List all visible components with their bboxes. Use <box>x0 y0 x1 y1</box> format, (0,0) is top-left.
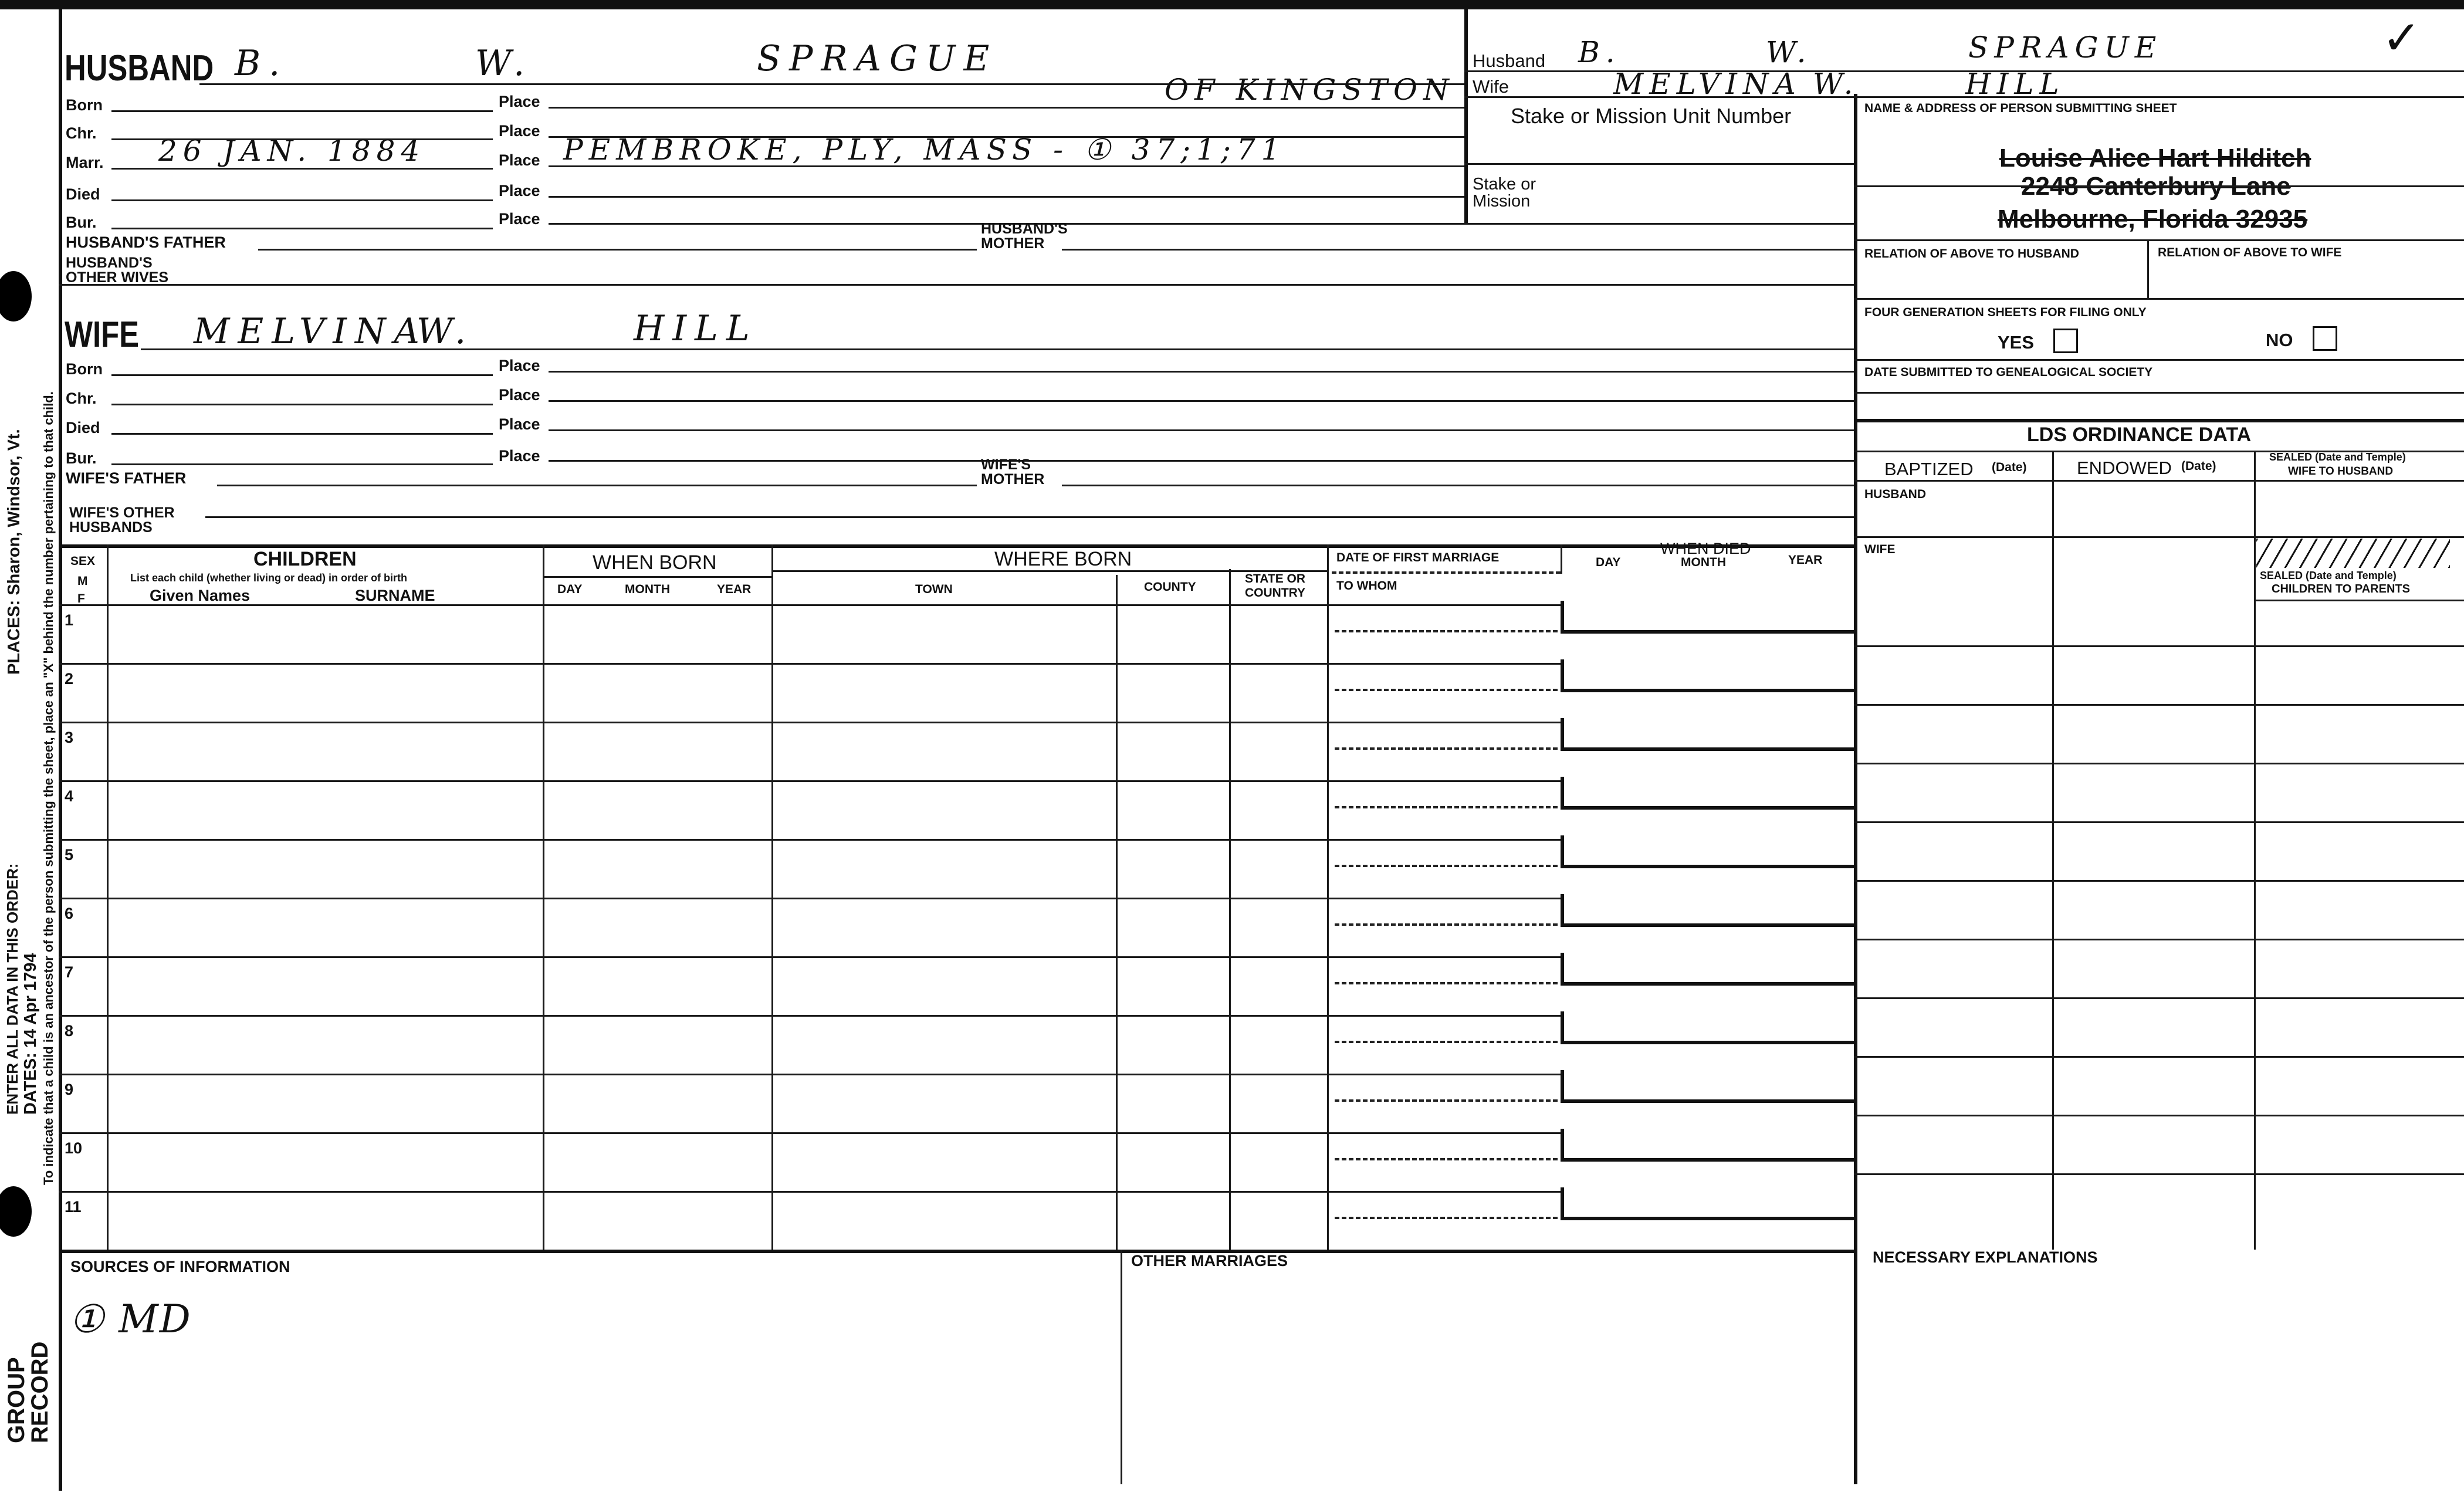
ordinance-child-row-line <box>1854 880 2464 882</box>
wife-name-line <box>141 348 1854 350</box>
endowed-date-label: (Date) <box>2181 459 2216 473</box>
child-died-bracket <box>1561 835 1857 868</box>
husband-marr-label: Marr. <box>66 154 104 171</box>
husband-bur-place-label: Place <box>499 210 540 228</box>
children-header-bottom <box>59 604 1561 606</box>
dates-margin-note: DATES: 14 Apr 1794 <box>21 953 40 1115</box>
rp-wife-line <box>1464 96 2464 98</box>
child-died-bracket <box>1561 1187 1857 1220</box>
submitter-label: NAME & ADDRESS OF PERSON SUBMITTING SHEET <box>1864 101 2177 115</box>
husband-born-place-line <box>549 107 1467 109</box>
husband-father-label: HUSBAND'S FATHER <box>66 233 226 251</box>
husband-died-place-label: Place <box>499 182 540 199</box>
ordinance-child-row-line <box>1854 997 2464 999</box>
husband-bur-label: Bur. <box>66 214 97 231</box>
rp-wife-label: Wife <box>1473 76 1509 97</box>
husband-mother-line <box>1062 249 1854 251</box>
died-day-label: DAY <box>1596 556 1621 569</box>
wife-born-place-label: Place <box>499 357 540 374</box>
ordinance-husband-label: HUSBAND <box>1864 488 1926 501</box>
husband-chr-place-label: Place <box>499 122 540 140</box>
col-county-right <box>1229 569 1231 1251</box>
ordinance-child-row-line <box>1854 645 2464 647</box>
child-row-line <box>59 722 1561 723</box>
yes-checkbox[interactable] <box>2053 329 2078 353</box>
child-row-line <box>59 956 1561 958</box>
four-generation-label: FOUR GENERATION SHEETS FOR FILING ONLY <box>1864 306 2147 319</box>
child-died-bracket <box>1561 659 1857 692</box>
relation-husband-label: RELATION OF ABOVE TO HUSBAND <box>1864 247 2079 260</box>
right-block-left-border <box>1464 9 1468 223</box>
rp-husband-surname: SPRAGUE <box>1968 31 2162 65</box>
child-marriage-dash <box>1335 1099 1558 1102</box>
stake-mission-label: Stake or Mission <box>1473 175 1536 211</box>
wife-chr-label: Chr. <box>66 390 97 407</box>
bottom-divider-1 <box>1121 1250 1122 1484</box>
rp-wife-given: MELVINA <box>1613 67 1802 101</box>
where-born-subheader-line <box>771 570 1327 572</box>
submitter-line-2 <box>1854 239 2464 241</box>
submitter-line-1 <box>1854 185 2464 187</box>
child-row-number: 5 <box>65 846 74 864</box>
wife-bur-label: Bur. <box>66 449 97 467</box>
submitter-city: Melbourne, Florida 32935 <box>1998 205 2308 233</box>
baptized-label: BAPTIZED <box>1884 459 1974 479</box>
wife-bur-line <box>111 463 493 465</box>
husband-chr-label: Chr. <box>66 124 97 142</box>
wife-died-label: Died <box>66 419 100 436</box>
child-row-line <box>59 1132 1561 1134</box>
children-table-bottom <box>59 1250 1857 1253</box>
wife-father-line <box>217 485 977 486</box>
husband-father-line <box>258 249 977 251</box>
wife-given-name: MELVINA <box>194 311 428 352</box>
husband-died-label: Died <box>66 185 100 203</box>
child-row-number: 2 <box>65 670 74 688</box>
sealed-children-top: SEALED (Date and Temple) <box>2260 570 2397 581</box>
ordinance-child-row-line <box>1854 939 2464 940</box>
child-died-bracket <box>1561 777 1857 810</box>
ordinance-top-line <box>1854 419 2464 422</box>
born-day-label: DAY <box>557 583 583 596</box>
child-row-line <box>59 1074 1561 1075</box>
husband-place-note: OF KINGSTON <box>1165 73 1455 107</box>
husband-died-place-line <box>549 196 1467 198</box>
child-marriage-dash <box>1335 1217 1558 1219</box>
relation-divider <box>2147 239 2149 298</box>
husband-middle-name: W. <box>475 43 533 84</box>
wife-surname: HILL <box>634 308 758 349</box>
child-row-number: 10 <box>65 1139 83 1157</box>
wife-other-husbands-label: WIFE'S OTHER HUSBANDS <box>69 505 175 536</box>
ordinance-header-bottom <box>1854 480 2464 482</box>
husband-mother-label: HUSBAND'S MOTHER <box>981 221 1068 252</box>
no-label: NO <box>2266 330 2293 350</box>
died-year-label: YEAR <box>1788 553 1823 567</box>
child-marriage-dash <box>1335 806 1558 808</box>
wife-father-label: WIFE'S FATHER <box>66 469 187 487</box>
child-row-line <box>59 898 1561 899</box>
wife-middle-name: W. <box>417 311 475 352</box>
child-row-number: 6 <box>65 905 74 922</box>
child-died-bracket <box>1561 894 1857 927</box>
ordinance-child-row-line <box>1854 1056 2464 1058</box>
husband-marr-place-label: Place <box>499 151 540 169</box>
ordinance-child-row-line <box>1854 1115 2464 1116</box>
surname-label: SURNAME <box>355 587 435 604</box>
wife-other-husbands-line <box>205 516 1854 518</box>
col-town-right <box>1116 575 1118 1251</box>
rp-wife-middle: W. <box>1813 67 1859 101</box>
date-submitted-label: DATE SUBMITTED TO GENEALOGICAL SOCIETY <box>1864 365 2153 379</box>
country-label: COUNTRY <box>1245 586 1306 600</box>
husband-died-line <box>111 199 493 201</box>
four-gen-bottom <box>1854 359 2464 361</box>
sealed-hatched-area <box>2256 539 2450 568</box>
husband-marr-line <box>111 168 493 170</box>
ordinance-child-row-line <box>1854 821 2464 823</box>
sealed-wife-top: SEALED (Date and Temple) <box>2269 451 2406 463</box>
yes-label: YES <box>1998 332 2035 353</box>
relation-wife-label: RELATION OF ABOVE TO WIFE <box>2158 246 2342 259</box>
ordinance-child-row-line <box>1854 763 2464 764</box>
top-edge-band <box>0 0 2464 9</box>
ordinance-col-2 <box>2254 451 2256 1250</box>
husband-bur-place-line <box>549 223 1854 225</box>
no-checkbox[interactable] <box>2313 326 2337 351</box>
ordinance-title: LDS ORDINANCE DATA <box>2027 424 2252 446</box>
child-row-line <box>59 1015 1561 1017</box>
child-marriage-dash <box>1335 982 1558 984</box>
child-marriage-dash <box>1335 923 1558 926</box>
husband-surname: SPRAGUE <box>757 38 998 79</box>
child-marriage-dash <box>1335 630 1558 632</box>
sealed-children-bottom: CHILDREN TO PARENTS <box>2272 583 2410 595</box>
wife-died-line <box>111 433 493 435</box>
child-marriage-dash <box>1335 1158 1558 1160</box>
child-died-bracket <box>1561 953 1857 986</box>
baptized-date-label: (Date) <box>1992 461 2027 474</box>
necessary-explanations-label: NECESSARY EXPLANATIONS <box>1873 1248 2098 1266</box>
husband-section-bottom <box>59 284 1854 286</box>
first-marriage-label: DATE OF FIRST MARRIAGE <box>1336 551 1500 564</box>
husband-given-name: B. <box>235 43 289 84</box>
husband-born-label: Born <box>66 96 103 114</box>
given-names-label: Given Names <box>150 587 251 604</box>
wife-died-place-line <box>549 429 1854 431</box>
child-row-number: 7 <box>65 963 74 981</box>
sources-value: ① MD <box>69 1297 192 1342</box>
state-or-label: STATE OR <box>1245 572 1306 585</box>
wife-chr-line <box>111 404 493 405</box>
punch-hole-bottom <box>0 1186 32 1237</box>
child-row-line <box>59 1191 1561 1193</box>
died-month-label: MONTH <box>1681 556 1726 569</box>
wife-born-label: Born <box>66 360 103 378</box>
review-check-mark: ✓ <box>2382 11 2422 65</box>
submitter-street: 2248 Canterbury Lane <box>2021 172 2291 201</box>
children-order-note: List each child (whether living or dead) in order of birth <box>130 572 408 584</box>
husband-other-wives-label: HUSBAND'S OTHER WIVES <box>66 255 169 286</box>
wife-bur-place-line <box>549 460 1854 462</box>
ordinance-child-row-line <box>1854 1173 2464 1175</box>
child-marriage-dash <box>1335 865 1558 867</box>
child-row-number: 9 <box>65 1081 74 1098</box>
child-died-bracket <box>1561 1129 1857 1162</box>
husband-marriage-place: PEMBROKE, PLY, MASS - ① 37;1;71 <box>563 133 1286 167</box>
child-died-bracket <box>1561 601 1857 634</box>
wife-mother-line <box>1062 485 1854 486</box>
child-row-line <box>59 663 1561 665</box>
child-row-number: 8 <box>65 1022 74 1040</box>
when-died-title: WHEN DIED <box>1660 540 1751 557</box>
child-row-number: 1 <box>65 611 74 629</box>
child-marriage-dash <box>1335 747 1558 750</box>
first-marriage-dash <box>1332 571 1561 574</box>
submitter-name: Louise Alice Hart Hilditch <box>1999 144 2311 172</box>
husband-bur-line <box>111 228 493 229</box>
wife-heading: WIFE <box>65 314 140 355</box>
to-whom-label: TO WHOM <box>1336 579 1397 593</box>
town-label: TOWN <box>915 583 953 596</box>
relation-bottom <box>1854 298 2464 300</box>
husband-born-line <box>111 110 493 112</box>
enter-data-margin-note: ENTER ALL DATA IN THIS ORDER: <box>4 863 21 1115</box>
wife-born-line <box>111 374 493 376</box>
date-submitted-line <box>1854 392 2464 394</box>
where-born-title: WHERE BORN <box>994 548 1132 570</box>
sex-label: SEX <box>70 554 96 568</box>
born-month-label: MONTH <box>625 583 670 596</box>
wife-chr-place-label: Place <box>499 386 540 404</box>
ordinance-column-border <box>1854 94 1857 1484</box>
rp-wife-surname: HILL <box>1965 67 2065 101</box>
punch-hole-top <box>0 271 32 321</box>
wife-chr-place-line <box>549 400 1854 402</box>
child-marriage-dash <box>1335 689 1558 691</box>
wife-died-place-label: Place <box>499 415 540 433</box>
col-died-left <box>1561 544 1562 574</box>
child-died-bracket <box>1561 1070 1857 1103</box>
child-row-number: 4 <box>65 787 74 805</box>
child-died-bracket <box>1561 718 1857 751</box>
husband-marr-place-line <box>549 165 1467 167</box>
ordinance-col-1 <box>2052 451 2054 1250</box>
child-row-line <box>59 780 1561 782</box>
child-died-bracket <box>1561 1011 1857 1044</box>
ancestor-instruction-margin: To indicate that a child is an ancestor of the person submitting the sheet, place an "X" behind the number pertaining to that child. <box>41 391 56 1185</box>
stake-unit-bottom <box>1464 163 1854 165</box>
sources-label: SOURCES OF INFORMATION <box>70 1258 290 1275</box>
endowed-label: ENDOWED <box>2077 458 2172 478</box>
born-year-label: YEAR <box>717 583 752 596</box>
wife-mother-label: WIFE'S MOTHER <box>981 456 1045 488</box>
child-row-number: 11 <box>65 1198 82 1216</box>
when-born-title: WHEN BORN <box>593 551 717 574</box>
wife-born-place-line <box>549 371 1854 373</box>
children-subheader-line <box>543 576 771 578</box>
group-record-label: GROUP RECORD <box>4 1341 53 1443</box>
county-label: COUNTY <box>1144 580 1196 594</box>
child-row-number: 3 <box>65 729 74 746</box>
ordinance-child-row-line <box>1854 704 2464 706</box>
rp-husband-label: Husband <box>1473 50 1546 71</box>
sex-f-label: F <box>77 592 85 605</box>
ordinance-children-start <box>2254 600 2464 601</box>
sealed-wife-bottom: WIFE TO HUSBAND <box>2288 465 2394 478</box>
other-marriages-label: OTHER MARRIAGES <box>1131 1252 1288 1270</box>
child-row-line <box>59 839 1561 841</box>
husband-heading: HUSBAND <box>65 48 214 89</box>
ordinance-husband-bottom <box>1854 536 2464 538</box>
stake-unit-label: Stake or Mission Unit Number <box>1511 104 1792 128</box>
child-marriage-dash <box>1335 1041 1558 1043</box>
ordinance-wife-label: WIFE <box>1864 543 1896 556</box>
places-margin-note: PLACES: Sharon, Windsor, Vt. <box>5 429 23 675</box>
sex-m-label: M <box>77 574 88 588</box>
children-title: CHILDREN <box>253 548 357 570</box>
husband-born-place-label: Place <box>499 93 540 110</box>
rp-husband-middle: W. <box>1766 35 1812 69</box>
left-border <box>59 9 62 1491</box>
husband-marriage-date: 26 JAN. 1884 <box>158 134 426 168</box>
rp-husband-given: B. <box>1578 35 1621 69</box>
wife-bur-place-label: Place <box>499 447 540 465</box>
